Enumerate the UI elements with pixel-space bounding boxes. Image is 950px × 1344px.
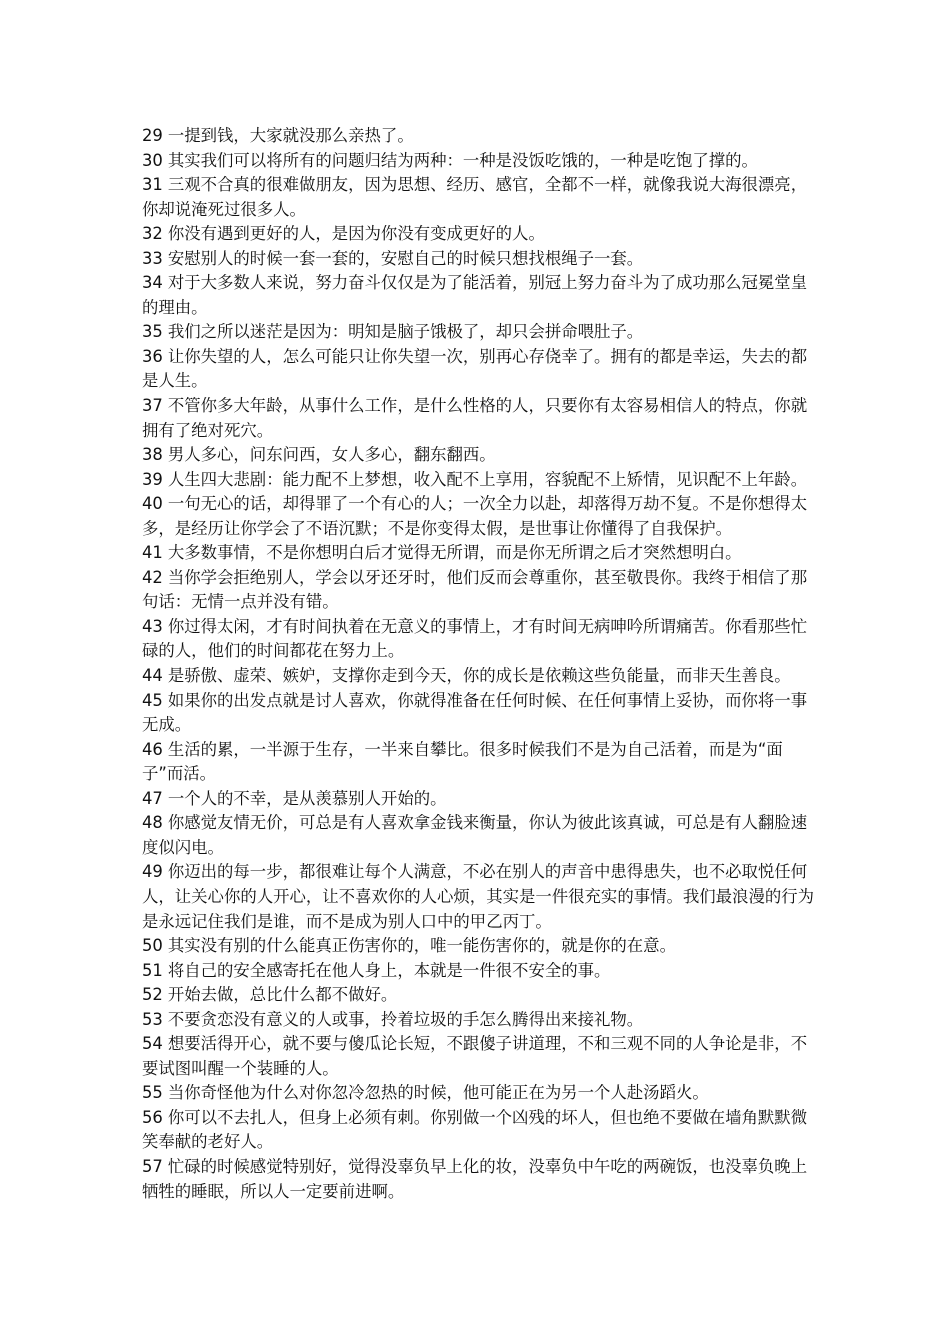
quote-42 bbox=[142, 566, 814, 615]
quote-number: 54 bbox=[142, 1034, 163, 1054]
quote-text: 是骄傲、虚荣、嫉妒，支撑你走到今天，你的成长是依赖这些负能量，而非天生善良。 bbox=[167, 666, 791, 686]
quote-number: 38 bbox=[142, 445, 163, 465]
quote-30 bbox=[142, 149, 814, 174]
quote-number: 40 bbox=[142, 494, 163, 514]
quote-text: 对于大多数人来说，努力奋斗仅仅是为了能活着，别冠上努力奋斗为了成功那么冠冕堂皇的理由。 bbox=[142, 273, 808, 317]
quote-54 bbox=[142, 1032, 814, 1081]
quote-57 bbox=[142, 1155, 814, 1204]
quote-text: 不管你多大年龄，从事什么工作，是什么性格的人，只要你有太容易相信人的特点，你就拥有了绝对死穴。 bbox=[142, 396, 808, 440]
quote-text: 如果你的出发点就是讨人喜欢，你就得准备在任何时候、在任何事情上妥协，而你将一事无成。 bbox=[142, 690, 808, 735]
quote-number: 47 bbox=[142, 788, 163, 808]
quote-number: 48 bbox=[142, 813, 163, 833]
quote-36 bbox=[142, 345, 814, 394]
quote-number: 29 bbox=[142, 126, 163, 145]
quote-number: 55 bbox=[142, 1083, 163, 1103]
quote-text: 你感觉友情无价，可总是有人喜欢拿金钱来衡量，你认为彼此该真诚，可总是有人翻脸速度似闪电。 bbox=[142, 813, 808, 857]
quote-text: 让你失望的人，怎么可能只让你失望一次，别再心存侥幸了。拥有的都是幸运，失去的都是人生。 bbox=[142, 346, 808, 391]
quote-number: 35 bbox=[142, 322, 163, 342]
quote-text: 人生四大悲剧：能力配不上梦想，收入配不上享用，容貌配不上矫情，见识配不上年龄。 bbox=[167, 469, 808, 489]
quote-49 bbox=[142, 860, 814, 934]
quote-text: 一提到钱，大家就没那么亲热了。 bbox=[167, 126, 414, 145]
quote-47 bbox=[142, 787, 814, 812]
quote-48 bbox=[142, 811, 814, 860]
quote-37 bbox=[142, 394, 814, 443]
quote-31 bbox=[142, 173, 814, 222]
quote-number: 45 bbox=[142, 690, 163, 710]
quote-text: 生活的累，一半源于生存，一半来自攀比。很多时候我们不是为自己活着，而是为“面子”而活。 bbox=[142, 739, 783, 784]
quote-29 bbox=[142, 124, 814, 149]
quote-number: 33 bbox=[142, 248, 163, 268]
quote-text: 一句无心的话，却得罪了一个有心的人；一次全力以赴，却落得万劫不复。不是你想得太多，是经历让你学会了不语沉默；不是你变得太假，是世事让你懂得了自我保护。 bbox=[142, 494, 808, 538]
quote-list bbox=[142, 124, 814, 1204]
quote-text: 一个人的不幸，是从羡慕别人开始的。 bbox=[167, 788, 447, 808]
quote-text: 三观不合真的很难做朋友，因为思想、经历、感官，全都不一样，就像我说大海很漂亮，你却说淹死过很多人。 bbox=[142, 175, 808, 219]
quote-text: 安慰别人的时候一套一套的，安慰自己的时候只想找根绳子一套。 bbox=[167, 248, 644, 268]
quote-number: 53 bbox=[142, 1009, 163, 1029]
quote-number: 31 bbox=[142, 175, 163, 195]
quote-46 bbox=[142, 738, 814, 787]
quote-text: 当你奇怪他为什么对你忽冷忽热的时候，他可能正在为另一个人赴汤蹈火。 bbox=[167, 1083, 709, 1103]
quote-text: 将自己的安全感寄托在他人身上，本就是一件很不安全的事。 bbox=[167, 960, 611, 980]
quote-text: 大多数事情，不是你想明白后才觉得无所谓，而是你无所谓之后才突然想明白。 bbox=[167, 543, 742, 563]
quote-number: 37 bbox=[142, 396, 163, 416]
quote-number: 39 bbox=[142, 469, 163, 489]
quote-number: 57 bbox=[142, 1156, 163, 1176]
quote-55 bbox=[142, 1081, 814, 1106]
quote-53 bbox=[142, 1008, 814, 1033]
quote-34 bbox=[142, 271, 814, 320]
quote-41 bbox=[142, 541, 814, 566]
quote-number: 44 bbox=[142, 666, 163, 686]
quote-39 bbox=[142, 468, 814, 493]
quote-number: 43 bbox=[142, 616, 163, 636]
quote-text: 你迈出的每一步，都很难让每个人满意，不必在别人的声音中患得患失，也不必取悦任何人，让关心你的人开心，让不喜欢你的人心烦，其实是一件很充实的事情。我们最浪漫的行为是永远记住我们是谁，而不是成为别人口中的甲乙丙丁。 bbox=[142, 862, 815, 931]
quote-number: 52 bbox=[142, 985, 163, 1005]
quote-text: 你没有遇到更好的人，是因为你没有变成更好的人。 bbox=[167, 224, 545, 244]
quote-text: 不要贪恋没有意义的人或事，拎着垃圾的手怎么腾得出来接礼物。 bbox=[167, 1009, 644, 1029]
quote-43 bbox=[142, 615, 814, 664]
quote-number: 32 bbox=[142, 224, 163, 244]
quote-text: 你过得太闲，才有时间执着在无意义的事情上，才有时间无病呻吟所谓痛苦。你看那些忙碌的人，他们的时间都花在努力上。 bbox=[142, 616, 808, 661]
quote-45 bbox=[142, 689, 814, 738]
quote-50 bbox=[142, 934, 814, 959]
quote-text: 其实我们可以将所有的问题归结为两种：一种是没饭吃饿的，一种是吃饱了撑的。 bbox=[167, 150, 758, 170]
quote-35 bbox=[142, 320, 814, 345]
quote-text: 想要活得开心，就不要与傻瓜论长短，不跟傻子讲道理，不和三观不同的人争论是非，不要试图叫醒一个装睡的人。 bbox=[142, 1034, 808, 1078]
quote-number: 42 bbox=[142, 567, 163, 587]
quote-number: 34 bbox=[142, 273, 163, 293]
quote-number: 46 bbox=[142, 739, 163, 759]
quote-56 bbox=[142, 1106, 814, 1155]
quote-text: 你可以不去扎人，但身上必须有刺。你别做一个凶残的坏人，但也绝不要做在墙角默默微笑奉献的老好人。 bbox=[142, 1107, 808, 1152]
quote-51 bbox=[142, 959, 814, 984]
quote-text: 当你学会拒绝别人，学会以牙还牙时，他们反而会尊重你，甚至敬畏你。我终于相信了那句话：无情一点并没有错。 bbox=[142, 567, 808, 612]
quote-38 bbox=[142, 443, 814, 468]
quote-text: 忙碌的时候感觉特别好，觉得没辜负早上化的妆，没辜负中午吃的两碗饭，也没辜负晚上牺牲的睡眠，所以人一定要前进啊。 bbox=[142, 1156, 808, 1201]
quote-text: 其实没有别的什么能真正伤害你的，唯一能伤害你的，就是你的在意。 bbox=[167, 936, 676, 956]
quote-text: 开始去做，总比什么都不做好。 bbox=[167, 985, 398, 1005]
quote-40 bbox=[142, 492, 814, 541]
quote-number: 51 bbox=[142, 960, 163, 980]
quote-number: 30 bbox=[142, 150, 163, 170]
quote-text: 我们之所以迷茫是因为：明知是脑子饿极了，却只会拼命喂肚子。 bbox=[167, 322, 644, 342]
quote-number: 41 bbox=[142, 543, 163, 563]
quote-44 bbox=[142, 664, 814, 689]
quote-number: 50 bbox=[142, 936, 163, 956]
quote-52 bbox=[142, 983, 814, 1008]
quote-number: 56 bbox=[142, 1107, 163, 1127]
quote-number: 36 bbox=[142, 346, 163, 366]
quote-32 bbox=[142, 222, 814, 247]
quote-text: 男人多心，问东问西，女人多心，翻东翻西。 bbox=[167, 445, 496, 465]
quote-33 bbox=[142, 247, 814, 272]
quote-number: 49 bbox=[142, 862, 163, 882]
